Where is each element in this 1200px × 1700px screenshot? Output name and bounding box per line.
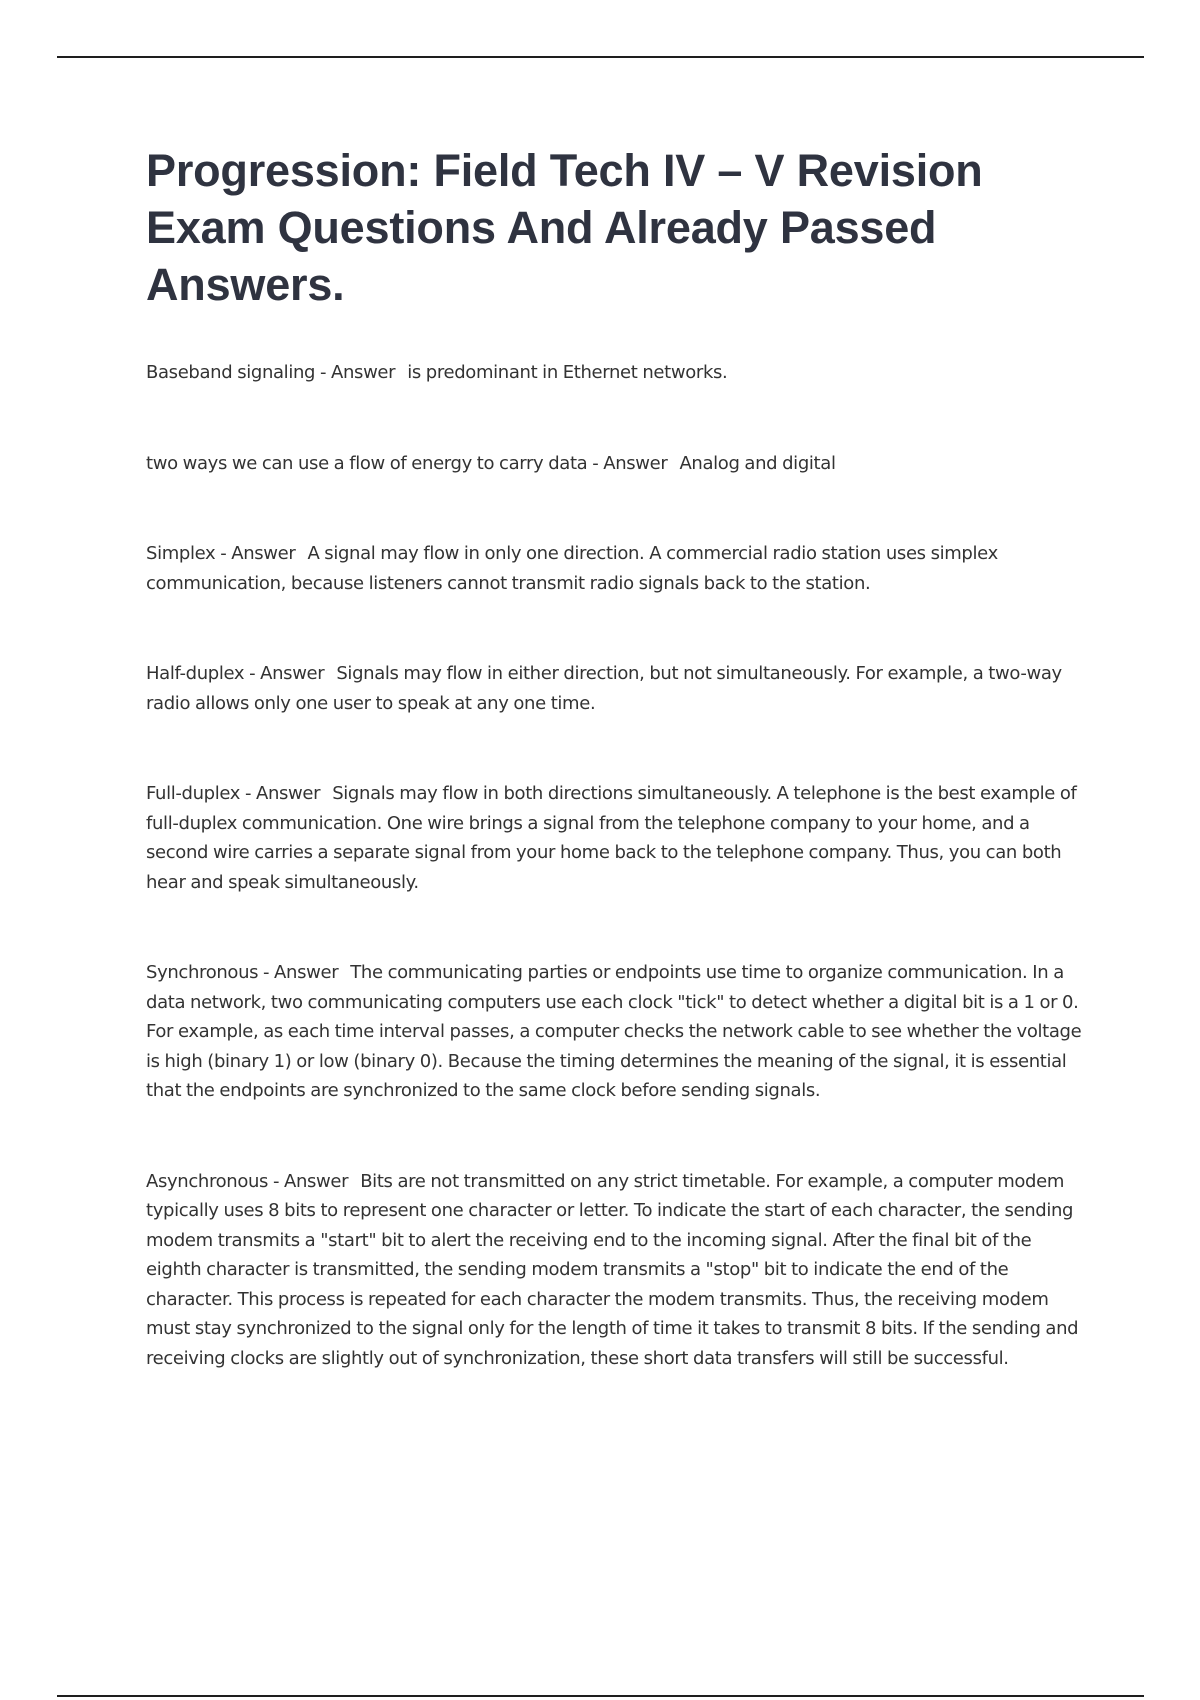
qa-item: [146, 1167, 1090, 1374]
qa-answer: Signals may flow in either direction, but not simultaneously. For example, a two-way radio allows only one user to speak at any one time.: [146, 663, 1062, 714]
document-body: [146, 142, 1090, 1434]
qa-answer-label: - Answer: [268, 1170, 349, 1192]
qa-answer-label: - Answer: [587, 452, 668, 474]
qa-answer: Bits are not transmitted on any strict timetable. For example, a computer modem typically uses 8 bits to represent one character or letter. To indicate the start of each character, the sending modem transmits a "start" bit to alert the receiving end to the incoming signal. After the final bit of the eighth character is transmitted, the sending modem transmits a "stop" bit to indicate the end of the character. This process is repeated for each character the modem transmits. Thus, the receiving modem must stay synchronized to the signal only for the length of time it takes to transmit 8 bits. If the sending and receiving clocks are slightly out of synchronization, these short data transfers will still be successful.: [146, 1170, 1079, 1369]
qa-list: [146, 358, 1090, 1373]
qa-term: Asynchronous: [146, 1170, 269, 1192]
top-divider: [57, 56, 1144, 58]
qa-answer: Signals may flow in both directions simultaneously. A telephone is the best example of full-duplex communication. One wire brings a signal from the telephone company to your home, and a second wire carries a separate signal from your home back to the telephone company. Thus, you can both hear and speak simultaneously.: [146, 783, 1077, 893]
qa-item: [146, 659, 1090, 718]
qa-answer-label: - Answer: [215, 543, 296, 564]
qa-answer: Analog and digital: [679, 452, 836, 474]
qa-item: [146, 449, 1090, 479]
qa-term: Simplex: [146, 543, 216, 564]
qa-term: two ways we can use a flow of energy to carry data: [146, 452, 588, 474]
qa-answer-label: - Answer: [244, 663, 325, 684]
qa-answer: is predominant in Ethernet networks.: [407, 362, 728, 383]
qa-answer: A signal may flow in only one direction. A commercial radio station uses simplex communication, because listeners cannot transmit radio signals back to the station.: [146, 543, 998, 594]
qa-term: Baseband signaling: [146, 362, 316, 383]
qa-item: [146, 779, 1090, 897]
bottom-divider: [57, 1695, 1144, 1697]
qa-answer: The communicating parties or endpoints use time to organize communication. In a data network, two communicating computers use each clock "tick" to detect whether a digital bit is a 1 or 0. For example, as each time interval passes, a computer checks the network cable to see whether the voltage is high (binary 1) or low (binary 0). Because the timing determines the meaning of the signal, it is essential that the endpoints are synchronized to the same clock before sending signals.: [146, 962, 1082, 1101]
qa-term: Synchronous: [146, 962, 259, 983]
qa-item: [146, 358, 1090, 388]
qa-term: Full-duplex: [146, 783, 241, 804]
document-title: Progression: Field Tech IV – V Revision Exam Questions And Already Passed Answers.: [146, 145, 983, 310]
qa-answer-label: - Answer: [240, 783, 321, 804]
qa-item: [146, 539, 1090, 598]
qa-item: [146, 958, 1090, 1106]
qa-term: Half-duplex: [146, 663, 245, 684]
qa-answer-label: - Answer: [258, 962, 339, 983]
qa-answer-label: - Answer: [315, 362, 396, 383]
